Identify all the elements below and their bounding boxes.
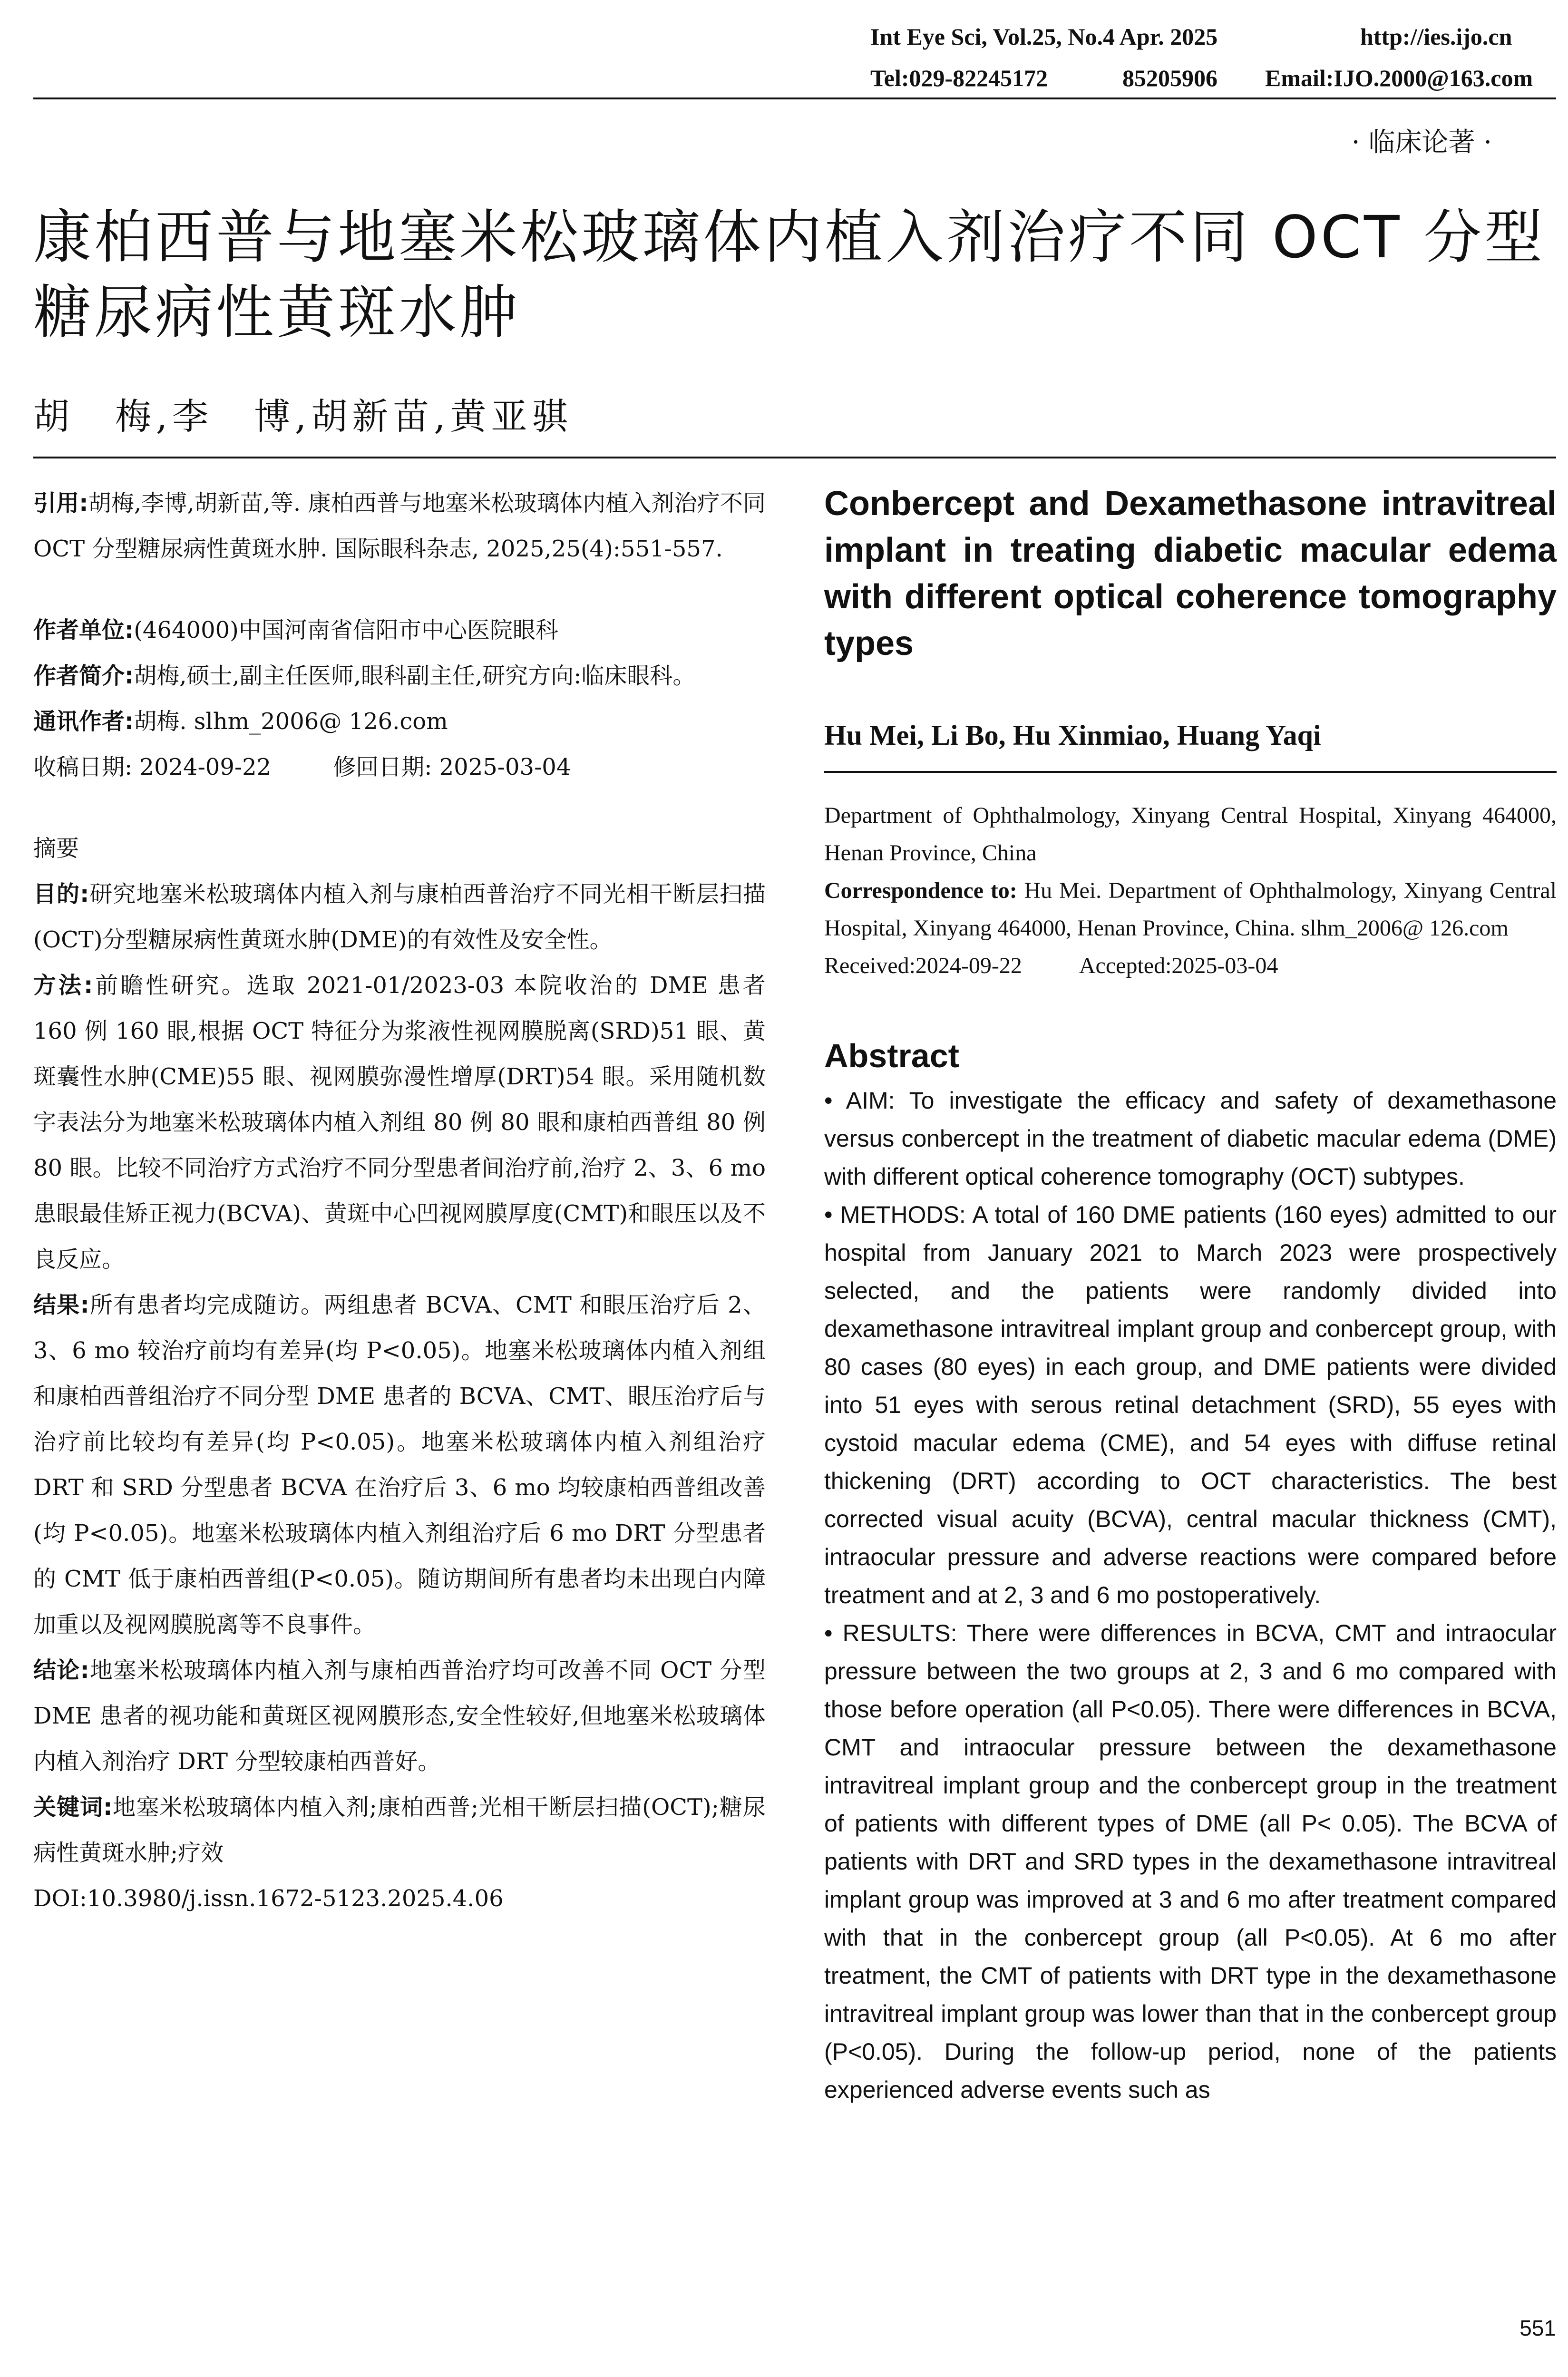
abstract-methods-en <box>824 1196 1557 1614</box>
journal-citation-line: Int Eye Sci, Vol.25, No.4 Apr. 2025 <box>870 23 1218 50</box>
results-label-cn: 结果: <box>33 1292 89 1318</box>
citation-label: 引用: <box>33 490 88 516</box>
left-column-cn <box>33 480 766 1921</box>
abstract-heading-en: Abstract <box>824 1037 959 1074</box>
methods-label-en: • METHODS: <box>824 1201 966 1228</box>
author-profile <box>33 653 766 699</box>
abstract-conclusion-cn <box>33 1647 766 1784</box>
running-header <box>0 0 1568 105</box>
revised-date-cn: 修回日期: 2025-03-04 <box>333 754 571 780</box>
correspondence-en <box>824 872 1557 947</box>
author-profile-text: 胡梅,硕士,副主任医师,眼科副主任,研究方向:临床眼科。 <box>134 662 696 689</box>
header-rule <box>33 97 1556 99</box>
doi[interactable]: DOI:10.3980/j.issn.1672-5123.2025.4.06 <box>33 1885 504 1912</box>
citation <box>33 480 766 572</box>
accepted-date-en: Accepted:2025-03-04 <box>1079 953 1278 978</box>
affiliation-en: Department of Ophthalmology, Xinyang Central Hospital, Xinyang 464000, Henan Province, China <box>824 803 1557 866</box>
affiliation-block <box>824 797 1557 984</box>
corresponding-text: 胡梅. slhm_2006@ 126.com <box>134 708 448 735</box>
abstract-results-cn <box>33 1282 766 1647</box>
abstract-heading-cn: 摘要 <box>33 835 79 862</box>
keywords-cn <box>33 1784 766 1876</box>
results-text-en: There were differences in BCVA, CMT and intraocular pressure between the two groups at 2, 3 and 6 mo compared with those before operation (all P<0.05). There were differences in BCVA, CMT and intraocular pressure between the dexamethasone intravitreal implant group and the conbercept group in the treatment of patients with different types of DME (all P< 0.05). The BCVA of patients with DRT and SRD types in the dexamethasone intravitreal implant group was improved at 3 and 6 mo after treatment compared with that in the conbercept group (all P<0.05). At 6 mo after treatment, the CMT of patients with DRT type in the dexamethasone intravitreal implant group was lower than that in the conbercept group (P<0.05). During the follow-up period, none of the patients experienced adverse events such as <box>824 1620 1557 2103</box>
aim-label-cn: 目的: <box>33 881 89 907</box>
keywords-text-cn: 地塞米松玻璃体内植入剂;康柏西普;光相干断层扫描(OCT);糖尿病性黄斑水肿;疗效 <box>33 1794 766 1866</box>
results-text-cn: 所有患者均完成随访。两组患者 BCVA、CMT 和眼压治疗后 2、3、6 mo 较治疗前均有差异(均 P<0.05)。地塞米松玻璃体内植入剂组和康柏西普组治疗不同分型 DME 患者的 BCVA、CMT、眼压治疗后与治疗前比较均有差异(均 P<0.05)。地塞米松玻璃体内植入剂组治疗 DRT 和 SRD 分型患者 BCVA 在治疗后 3、6 mo 均较康柏西普组改善(均 P<0.05)。地塞米松玻璃体内植入剂组治疗后 6 mo DRT 分型患者的 CMT 低于康柏西普组(P<0.05)。随访期间所有患者均未出现白内障加重以及视网膜脱离等不良事件。 <box>33 1292 766 1638</box>
abstract-body-en <box>824 1081 1557 2109</box>
aim-text-cn: 研究地塞米松玻璃体内植入剂与康柏西普治疗不同光相干断层扫描(OCT)分型糖尿病性黄斑水肿(DME)的有效性及安全性。 <box>33 881 766 953</box>
journal-email[interactable]: Email:IJO.2000@163.com <box>1265 65 1533 91</box>
journal-tel: Tel:029-82245172 <box>870 65 1048 91</box>
correspondence-label-en: Correspondence to: <box>824 878 1017 903</box>
abstract-aim-cn <box>33 871 766 963</box>
authors-cn: 胡 梅,李 博,胡新苗,黄亚骐 <box>33 395 573 438</box>
title-rule <box>33 457 1556 458</box>
conclusion-label-cn: 结论: <box>33 1657 89 1684</box>
dates-en <box>824 947 1557 984</box>
abstract-results-en <box>824 1614 1557 2109</box>
authors-rule <box>824 771 1557 773</box>
abstract-methods-cn <box>33 963 766 1282</box>
methods-label-cn: 方法: <box>33 972 93 999</box>
authors-en: Hu Mei, Li Bo, Hu Xinmiao, Huang Yaqi <box>824 720 1321 751</box>
page-number: 551 <box>1519 2316 1556 2340</box>
methods-text-cn: 前瞻性研究。选取 2021-01/2023-03 本院收治的 DME 患者 160 例 160 眼,根据 OCT 特征分为浆液性视网膜脱离(SRD)51 眼、黄斑囊性水肿(CME)55 眼、视网膜弥漫性增厚(DRT)54 眼。采用随机数字表法分为地塞米松玻璃体内植入剂组 80 例 80 眼和康柏西普组 80 例 80 眼。比较不同治疗方式治疗不同分型患者间治疗前,治疗 2、3、6 mo 患眼最佳矫正视力(BCVA)、黄斑中心凹视网膜厚度(CMT)和眼压以及不良反应。 <box>33 972 766 1273</box>
right-column-en <box>824 480 1557 2109</box>
aim-text-en: To investigate the efficacy and safety of dexamethasone versus conbercept in the treatment of diabetic macular edema (DME) with different optical coherence tomography (OCT) subtypes. <box>824 1087 1557 1190</box>
article-title-en: Conbercept and Dexamethasone intravitreal implant in treating diabetic macular edema with different optical coherence tomography types <box>824 485 1557 662</box>
corresponding-label: 通讯作者: <box>33 708 134 735</box>
author-profile-label: 作者简介: <box>33 662 134 689</box>
conclusion-text-cn: 地塞米松玻璃体内植入剂与康柏西普治疗均可改善不同 OCT 分型 DME 患者的视功能和黄斑区视网膜形态,安全性较好,但地塞米松玻璃体内植入剂治疗 DRT 分型较康柏西普好。 <box>33 1657 766 1775</box>
results-label-en: • RESULTS: <box>824 1620 957 1646</box>
author-unit <box>33 607 766 653</box>
author-unit-label: 作者单位: <box>33 617 134 643</box>
section-label: · 临床论著 · <box>1351 127 1492 158</box>
received-date-en: Received:2024-09-22 <box>824 953 1022 978</box>
article-title-cn: 康柏西普与地塞米松玻璃体内植入剂治疗不同 OCT 分型糖尿病性黄斑水肿 <box>33 204 1546 346</box>
abstract-aim-en <box>824 1081 1557 1196</box>
journal-tel2: 85205906 <box>1122 65 1217 91</box>
author-unit-text: (464000)中国河南省信阳市中心医院眼科 <box>134 617 558 643</box>
citation-text: 胡梅,李博,胡新苗,等. 康柏西普与地塞米松玻璃体内植入剂治疗不同 OCT 分型糖尿病性黄斑水肿. 国际眼科杂志, 2025,25(4):551-557. <box>33 490 766 562</box>
methods-text-en: A total of 160 DME patients (160 eyes) admitted to our hospital from January 2021 to March 2023 were prospectively selected, and the patients were randomly divided into dexamethasone intravitreal implant group and conbercept group, with 80 cases (80 eyes) in each group, and DME patients were divided into 51 eyes with serous retinal detachment (SRD), 55 eyes with cystoid macular edema (CME), and 54 eyes with diffuse retinal thickening (DRT) according to OCT characteristics. The best corrected visual acuity (BCVA), central macular thickness (CMT), intraocular pressure and adverse reactions were compared before treatment and at 2, 3 and 6 mo postoperatively. <box>824 1201 1557 1608</box>
keywords-label-cn: 关键词: <box>33 1794 113 1821</box>
aim-label-en: • AIM: <box>824 1087 895 1114</box>
corresponding-author <box>33 699 766 744</box>
dates-cn <box>33 744 766 790</box>
journal-url[interactable]: http://ies.ijo.cn <box>1360 23 1512 50</box>
received-date-cn: 收稿日期: 2024-09-22 <box>33 754 272 780</box>
correspondence-text-en: Hu Mei. Department of Ophthalmology, Xinyang Central Hospital, Xinyang 464000, Henan Province, China. slhm_2006@ 126.com <box>824 878 1557 941</box>
